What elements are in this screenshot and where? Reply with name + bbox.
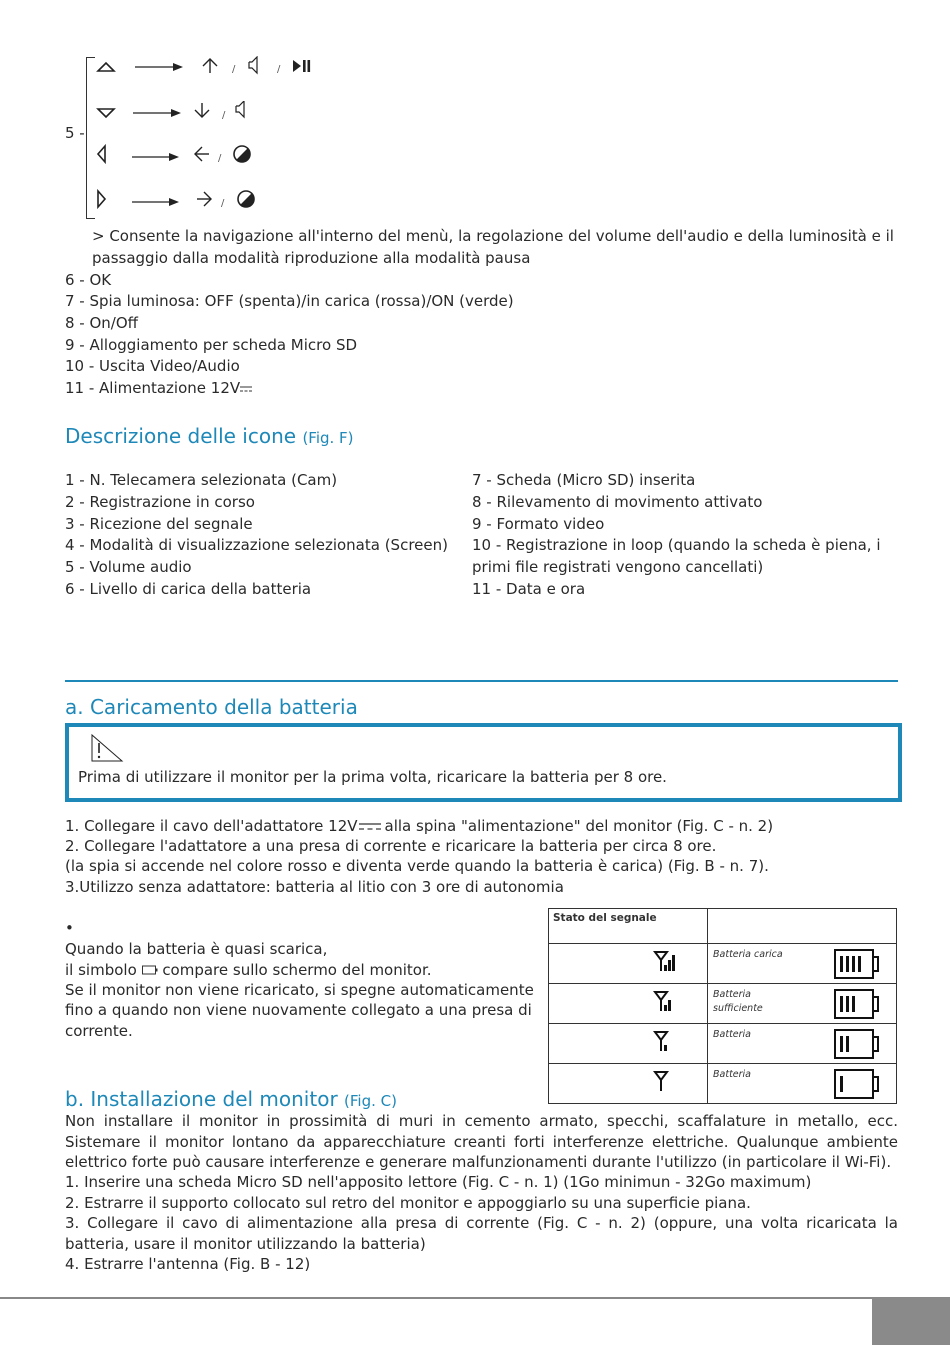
item-11-text: 11 - Alimentazione 12V xyxy=(65,379,241,397)
table-header-empty xyxy=(708,909,897,944)
note-line-1: Quando la batteria è quasi scarica, xyxy=(65,940,328,958)
section-divider xyxy=(65,680,898,682)
battery-low-icon xyxy=(834,1069,880,1099)
signal-1-icon xyxy=(653,1030,675,1052)
section-a-step-2: 2. Collegare l'adattatore a una presa di corrente e ricaricare la batteria per circa 8 ore. xyxy=(65,837,717,855)
arrow-right-line-icon xyxy=(133,109,181,117)
arrow-right-line-icon xyxy=(132,198,179,206)
play-pause-icon xyxy=(293,60,310,72)
battery-label: Batteria carica xyxy=(713,949,783,960)
item-11 xyxy=(65,378,252,399)
section-b-title xyxy=(65,1086,397,1114)
triangle-up-icon xyxy=(98,63,114,71)
speaker-icon xyxy=(249,57,257,73)
section-b-step-3: 3. Collegare il cavo di alimentazione alla presa di corrente (Fig. C - n. 2) (oppure, una volta ricaricata la batteria, usare il monitor utilizzando la batteria) xyxy=(65,1214,898,1253)
nav-row-left-graphic xyxy=(95,144,325,166)
table-row xyxy=(549,984,897,1024)
speaker-icon xyxy=(236,101,244,117)
arrow-down-icon xyxy=(195,103,209,117)
signal-2-icon xyxy=(653,990,675,1012)
nav-row-up-graphic xyxy=(95,56,325,78)
item-9: 9 - Alloggiamento per scheda Micro SD xyxy=(65,336,358,354)
battery-three-quarter-icon xyxy=(834,989,880,1019)
arrow-up-icon xyxy=(203,59,217,73)
note-line-3: Se il monitor non viene ricaricato, si spegne automaticamente xyxy=(65,981,534,999)
section-b-step-1: 1. Inserire una scheda Micro SD nell'apposito lettore (Fig. C - n. 1) (1Go minimun - 32Go maximum) xyxy=(65,1173,812,1191)
icons-section-fig: (Fig. F) xyxy=(302,429,354,447)
triangle-left-icon xyxy=(98,146,105,162)
signal-cell xyxy=(549,1064,708,1104)
signal-cell xyxy=(549,1024,708,1064)
battery-half-icon xyxy=(834,1029,880,1059)
nav-row-down-graphic xyxy=(95,101,325,123)
section-b-step-2: 2. Estrarre il supporto collocato sul retro del monitor e appoggiarlo su una superficie piana. xyxy=(65,1194,751,1212)
section-a-step-2b: (la spia si accende nel colore rosso e diventa verde quando la batteria è carica) (Fig. B - n. 7). xyxy=(65,857,769,875)
item-6: 6 - OK xyxy=(65,271,112,289)
brightness-icon xyxy=(238,191,254,207)
triangle-down-icon xyxy=(98,109,114,117)
section-a-title: a. Caricamento della batteria xyxy=(65,695,358,719)
note-line-5: corrente. xyxy=(65,1022,133,1040)
icons-list-item: 6 - Livello di carica della batteria xyxy=(65,579,312,598)
item5-description: > Consente la navigazione all'interno del menù, la regolazione del volume dell'audio e della luminosità e il xyxy=(92,227,894,245)
note-bullet: • xyxy=(65,919,74,937)
battery-label: Batteria xyxy=(713,1069,751,1080)
signal-0-icon xyxy=(653,1070,675,1092)
step-1-part-2: alla spina "alimentazione" del monitor (Fig. C - n. 2) xyxy=(384,817,774,835)
svg-text:/: / xyxy=(218,153,222,164)
battery-cell xyxy=(708,1024,897,1064)
icons-list-item: 9 - Formato video xyxy=(472,514,605,533)
signal-3-icon xyxy=(653,950,675,972)
note-line-4: fino a quando non viene nuovamente collegato a una presa di xyxy=(65,1001,532,1019)
nav-row-right xyxy=(95,189,325,211)
battery-cell xyxy=(708,944,897,984)
dc-symbol-icon xyxy=(359,822,381,831)
note-line-2-b: compare sullo schermo del monitor. xyxy=(162,961,432,979)
signal-cell xyxy=(549,944,708,984)
battery-label: Batteria sufficiente xyxy=(713,989,763,1014)
nav-row-right-graphic xyxy=(95,189,325,211)
item5-description-cont: passaggio dalla modalità riproduzione alla modalità pausa xyxy=(92,249,531,267)
arrow-left-icon xyxy=(195,147,209,161)
section-a-step-3: 3.Utilizzo senza adattatore: batteria al litio con 3 ore di autonomia xyxy=(65,878,564,896)
section-b-fig: (Fig. C) xyxy=(344,1092,397,1110)
icons-list-item: 10 - Registrazione in loop (quando la scheda è piena, i xyxy=(472,536,881,555)
nav-row-left xyxy=(95,144,325,166)
table-row xyxy=(549,1064,897,1104)
table-header-cell xyxy=(549,909,708,944)
item-7: 7 - Spia luminosa: OFF (spenta)/in carica (rossa)/ON (verde) xyxy=(65,292,514,310)
item-10: 10 - Uscita Video/Audio xyxy=(65,357,240,375)
note-line-2-a: il simbolo xyxy=(65,961,137,979)
icons-list-item: 1 - N. Telecamera selezionata (Cam) xyxy=(65,471,338,489)
icons-section-title-text: Descrizione delle icone xyxy=(65,424,297,448)
icons-list-item: 11 - Data e ora xyxy=(472,579,586,598)
low-battery-icon xyxy=(142,965,158,975)
brightness-icon xyxy=(234,146,250,162)
icons-list-item: 7 - Scheda (Micro SD) inserita xyxy=(472,471,696,489)
table-header: Stato del segnale xyxy=(553,912,657,924)
item5-bracket xyxy=(86,57,95,219)
icons-section-title xyxy=(65,423,354,451)
note-line-2 xyxy=(65,960,432,981)
item5-number: 5 - xyxy=(65,124,85,142)
dc-symbol-icon xyxy=(240,385,252,393)
icons-list-right xyxy=(472,470,881,601)
icons-list-left xyxy=(65,470,448,601)
icons-list-item: 5 - Volume audio xyxy=(65,558,192,577)
step-1-part-1: 1. Collegare il cavo dell'adattatore 12V xyxy=(65,817,358,835)
battery-cell xyxy=(708,984,897,1024)
table-row xyxy=(549,1024,897,1064)
battery-cell xyxy=(708,1064,897,1104)
nav-row-down xyxy=(95,101,325,123)
battery-full-icon xyxy=(834,949,880,979)
svg-text:/: / xyxy=(221,198,225,209)
page-number-box xyxy=(872,1298,950,1345)
svg-text:/: / xyxy=(232,64,236,75)
warning-icon xyxy=(90,733,124,763)
table-row xyxy=(549,944,897,984)
section-a-step-1 xyxy=(65,816,773,837)
icons-list-item: 8 - Rilevamento di movimento attivato xyxy=(472,492,763,511)
warning-box xyxy=(65,723,902,802)
icons-list-item: 3 - Ricezione del segnale xyxy=(65,514,253,533)
section-b-intro: Non installare il monitor in prossimità di muri in cemento armato, specchi, scaffalature in metallo, ecc. Sistemare il monitor lontano da apparecchiature creanti forti interferenze elettriche. Qualunque ambiente elettrico forte può causare interferenze e generare malfunzionamenti durante l'utilizzo (in particolare il Wi-Fi). xyxy=(65,1112,898,1172)
arrow-right-icon xyxy=(197,192,211,206)
item-8: 8 - On/Off xyxy=(65,314,139,332)
signal-battery-table xyxy=(548,908,897,1104)
nav-row-up xyxy=(95,56,325,78)
signal-cell xyxy=(549,984,708,1024)
icons-list-item: 4 - Modalità di visualizzazione selezionata (Screen) xyxy=(65,536,448,555)
battery-label: Batteria xyxy=(713,1029,751,1040)
footer-line xyxy=(0,1297,950,1299)
section-b-title-text: b. Installazione del monitor xyxy=(65,1087,338,1111)
warning-text: Prima di utilizzare il monitor per la prima volta, ricaricare la batteria per 8 ore. xyxy=(78,768,667,786)
icons-list-item: primi file registrati vengono cancellati) xyxy=(472,558,764,577)
svg-text:/: / xyxy=(277,64,281,75)
section-b-step-4: 4. Estrarre l'antenna (Fig. B - 12) xyxy=(65,1255,311,1273)
arrow-right-line-icon xyxy=(132,153,179,161)
svg-text:/: / xyxy=(222,110,226,121)
icons-list-item: 2 - Registrazione in corso xyxy=(65,492,255,511)
triangle-right-icon xyxy=(98,191,105,207)
arrow-right-line-icon xyxy=(135,63,183,71)
